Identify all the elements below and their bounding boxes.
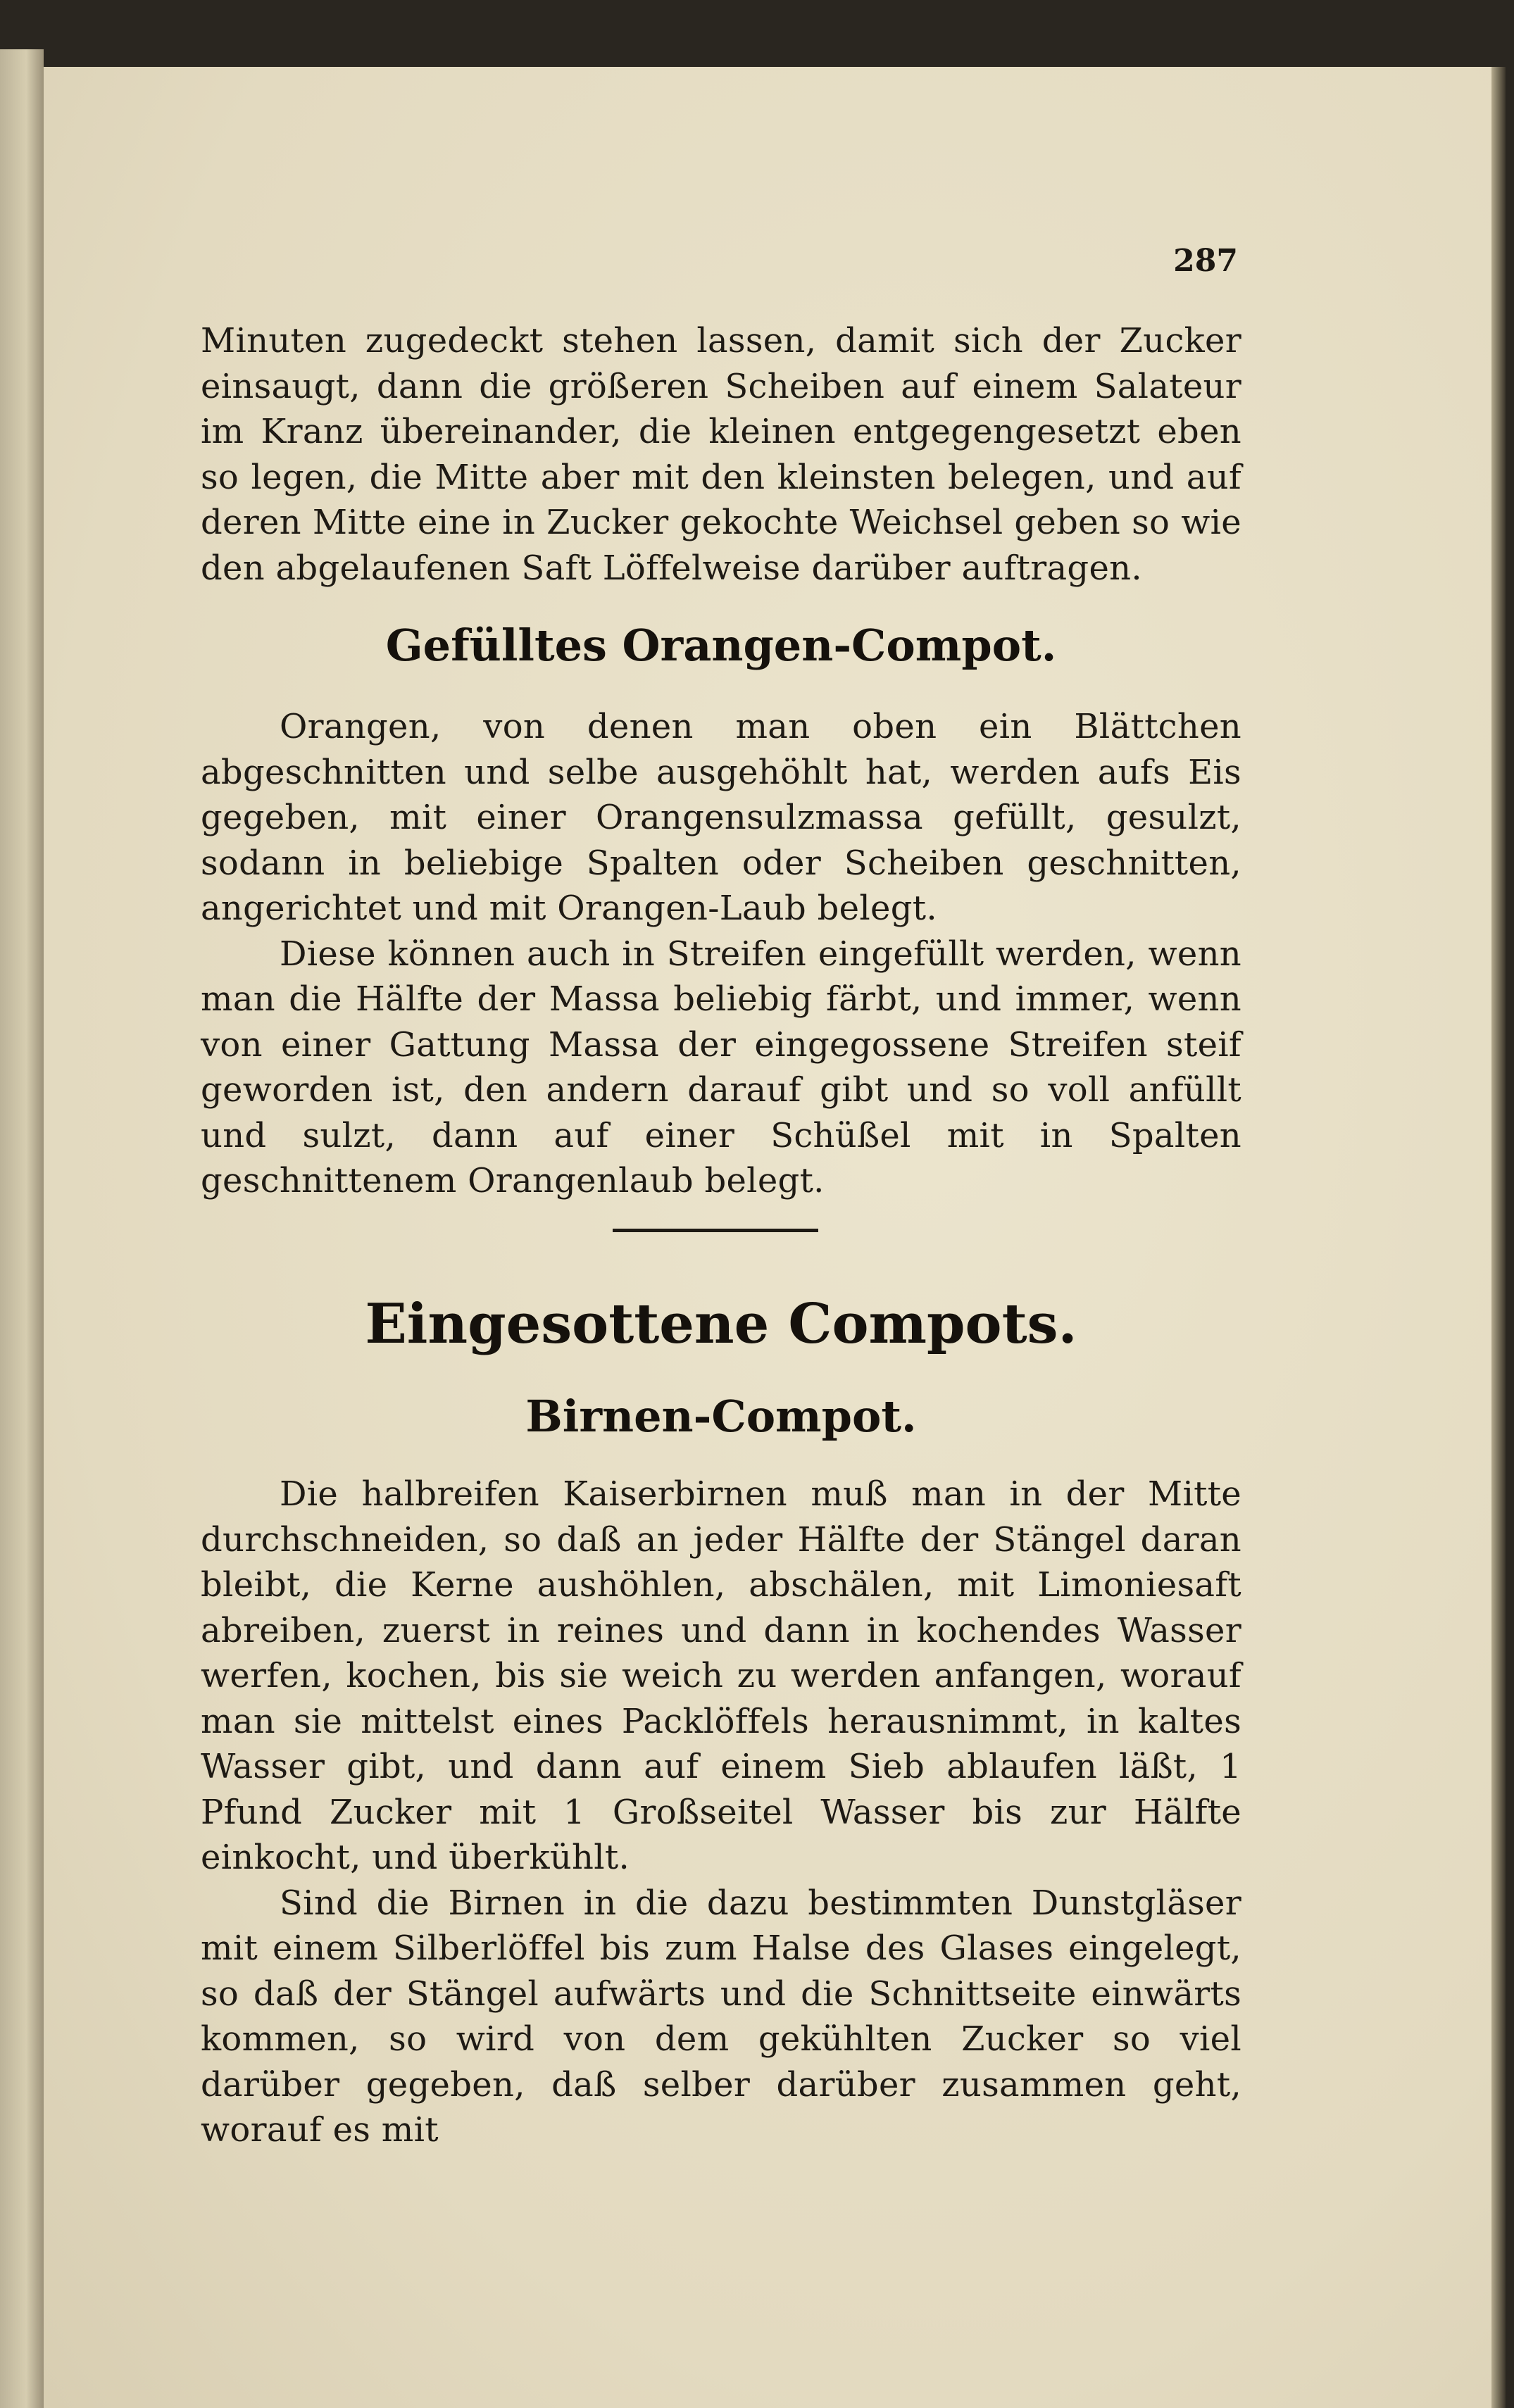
orangen-compot-heading: Gefülltes Orangen-Compot.: [385, 620, 1057, 671]
section-divider: [613, 1229, 818, 1232]
birnen-paragraph-1: Die halbreifen Kaiserbirnen muß man in der Mitte durchschneiden, so daß an jeder Hälfte der Stängel daran bleibt, die Kerne aushöhlen, abschälen, mit Limoniesaft abreiben, zuerst in reines und dann in kochendes Wasser werfen, kochen, bis sie weich zu werden anfangen, worauf man sie mittelst eines Packlöffels herausnimmt, in kaltes Wasser gibt, und dann auf einem Sieb ablaufen läßt, 1 Pfund Zucker mit 1 Großseitel Wasser bis zur Hälfte einkocht, und überkühlt.: [201, 1474, 1241, 1877]
intro-text: [201, 318, 1241, 591]
birnen-paragraph-2: Sind die Birnen in die dazu bestimmten Dunstgläser mit einem Silberlöffel bis zum Halse des Glases eingelegt, so daß der Stängel aufwärts und die Schnittseite einwärts kommen, so wird von dem gekühlten Zucker so viel darüber gegeben, daß selber darüber zusammen geht, worauf es mit: [201, 1883, 1241, 2150]
orangen-compot-text: [201, 704, 1241, 1204]
birnen-compot-heading: Birnen-Compot.: [525, 1391, 917, 1442]
page-number: 287: [1173, 243, 1238, 279]
right-page-edge: [1491, 67, 1506, 2408]
intro-paragraph: Minuten zugedeckt stehen lassen, damit sich der Zucker einsaugt, dann die größeren Scheiben auf einem Salateur im Kranz übereinander, die kleinen entgegengesetzt eben so legen, die Mitte aber mit den kleinsten belegen, und auf deren Mitte eine in Zucker gekochte Weichsel geben so wie den abgelaufenen Saft Löffelweise darüber auftragen.: [201, 321, 1241, 588]
orangen-paragraph-1: Orangen, von denen man oben ein Blättchen abgeschnitten und selbe ausgehöhlt hat, werden aufs Eis gegeben, mit einer Orangensulzmassa gefüllt, gesulzt, sodann in beliebige Spalten oder Scheiben geschnitten, angerichtet und mit Orangen-Laub belegt.: [201, 707, 1241, 928]
orangen-paragraph-2: Diese können auch in Streifen eingefüllt werden, wenn man die Hälfte der Massa beliebig färbt, und immer, wenn von einer Gattung Massa der eingegossene Streifen steif geworden ist, den andern darauf gibt und so voll anfüllt und sulzt, dann auf einer Schüßel mit in Spalten geschnittenem Orangenlaub belegt.: [201, 934, 1241, 1200]
left-page-edge: [0, 49, 44, 2408]
birnen-compot-text: [201, 1472, 1241, 2153]
chapter-heading: Eingesottene Compots.: [365, 1292, 1077, 1356]
